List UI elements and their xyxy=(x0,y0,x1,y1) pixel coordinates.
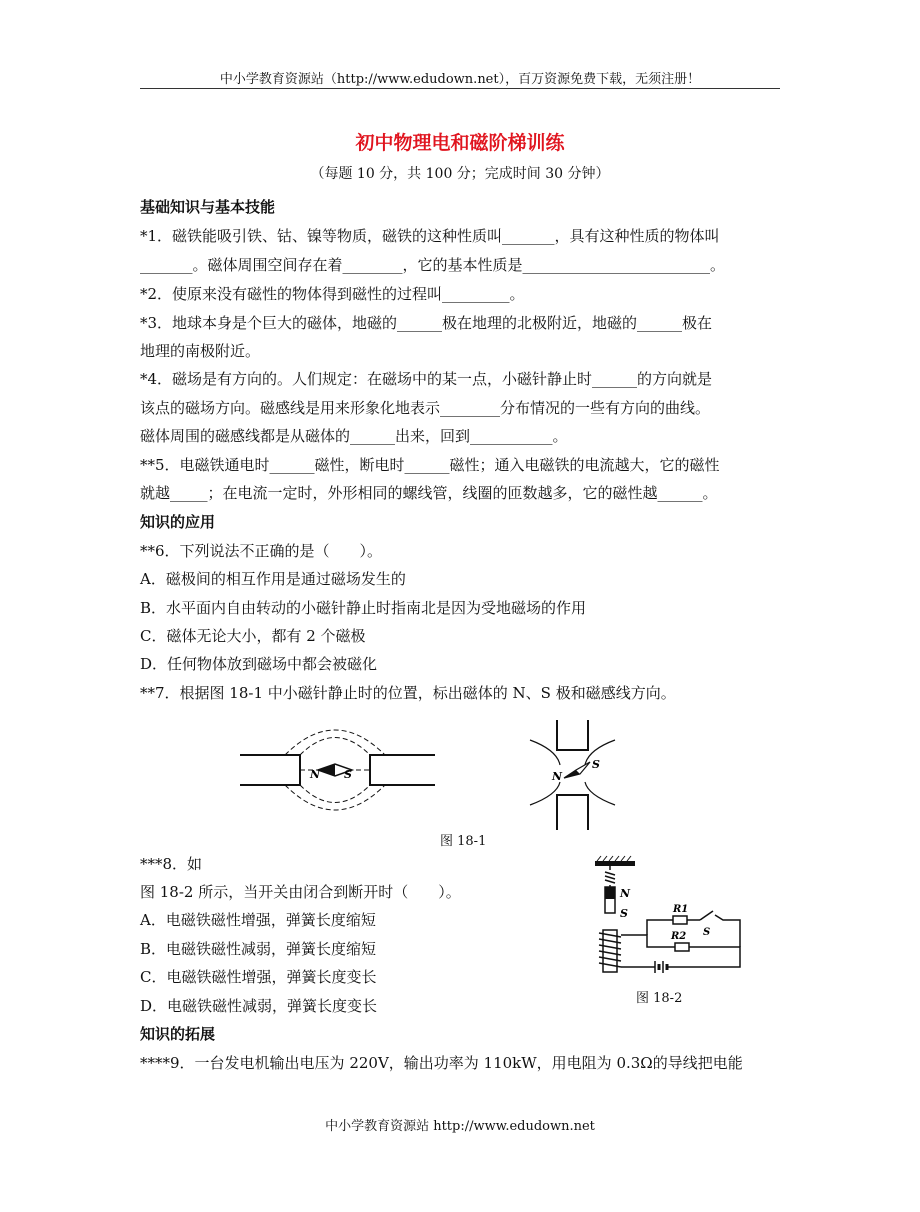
switch-label: S xyxy=(703,927,711,938)
header-rule xyxy=(140,88,780,89)
question-1-line-1: *1．磁铁能吸引铁、钴、镍等物质，磁铁的这种性质叫_______，具有这种性质的物体叫 xyxy=(140,227,720,245)
question-8-line-1: ***8．如 xyxy=(140,855,203,873)
section-extension: 知识的拓展 xyxy=(140,1025,216,1043)
page-subtitle: （每题 10 分，共 100 分；完成时间 30 分钟） xyxy=(310,166,610,182)
figure-18-2 xyxy=(585,855,750,985)
question-5-line-2: 就越_____；在电流一定时，外形相同的螺线管，线圈的匝数越多，它的磁性越______。 xyxy=(140,484,718,502)
magnet-label-n: N xyxy=(620,887,631,900)
compass-needle-right xyxy=(564,762,590,778)
question-9: ****9．一台发电机输出电压为 220V，输出功率为 110kW，用电阻为 0.3Ω的导线把电能 xyxy=(140,1054,743,1072)
question-6-option-c: C．磁体无论大小，都有 2 个磁极 xyxy=(140,627,366,645)
resistor-r1 xyxy=(673,916,687,924)
header-text: 中小学教育资源站（http://www.edudown.net），百万资源免费下载，无须注册！ xyxy=(219,72,701,87)
page-title: 初中物理电和磁阶梯训练 xyxy=(355,132,565,154)
ceiling-mount xyxy=(595,856,635,866)
question-8-option-c: C．电磁铁磁性增强，弹簧长度变长 xyxy=(140,968,377,986)
spring xyxy=(605,866,615,887)
electromagnet-coil xyxy=(599,930,621,972)
question-7: **7．根据图 18-1 中小磁针静止时的位置，标出磁体的 N、S 极和磁感线方向。 xyxy=(140,684,676,702)
figure-18-1 xyxy=(230,710,630,840)
question-8-option-b: B．电磁铁磁性减弱，弹簧长度缩短 xyxy=(140,940,377,958)
question-1-line-2: _______。磁体周围空间存在着________，它的基本性质是_________________________。 xyxy=(140,256,726,274)
question-4-line-1: *4．磁场是有方向的。人们规定：在磁场中的某一点，小磁针静止时______的方向就是 xyxy=(140,370,713,388)
hanging-magnet-north xyxy=(605,887,615,899)
resistor-r2-label: R2 xyxy=(671,931,687,942)
section-application: 知识的应用 xyxy=(140,513,216,531)
question-2: *2．使原来没有磁性的物体得到磁性的过程叫_________。 xyxy=(140,285,525,303)
resistor-r2 xyxy=(675,943,689,951)
needle-label-s-left: S xyxy=(344,768,352,781)
question-8-option-d: D．电磁铁磁性减弱，弹簧长度变长 xyxy=(140,997,378,1015)
section-basic: 基础知识与基本技能 xyxy=(140,198,276,216)
vertical-magnet-top xyxy=(557,720,588,750)
bar-magnet-right xyxy=(370,755,435,785)
question-4-line-3: 磁体周围的磁感线都是从磁体的______出来，回到___________。 xyxy=(140,427,568,445)
figure-18-1-caption: 图 18-1 xyxy=(440,834,487,849)
question-6: **6．下列说法不正确的是（ ）。 xyxy=(140,542,383,560)
question-4-line-2: 该点的磁场方向。磁感线是用来形象化地表示________分布情况的一些有方向的曲线。 xyxy=(140,399,711,417)
needle-label-n-right: N xyxy=(552,770,563,783)
needle-label-n-left: N xyxy=(310,768,321,781)
magnet-label-s: S xyxy=(620,907,628,920)
figure-18-2-caption: 图 18-2 xyxy=(636,991,683,1006)
needle-label-s-right: S xyxy=(592,758,600,771)
question-6-option-b: B．水平面内自由转动的小磁针静止时指南北是因为受地磁场的作用 xyxy=(140,599,587,617)
question-5-line-1: **5．电磁铁通电时______磁性，断电时______磁性；通入电磁铁的电流越大，它的磁性 xyxy=(140,456,720,474)
question-6-option-a: A．磁极间的相互作用是通过磁场发生的 xyxy=(140,570,406,588)
vertical-magnet-bottom xyxy=(557,795,588,830)
question-3-line-2: 地理的南极附近。 xyxy=(140,342,261,360)
question-8-line-2: 图 18-2 所示，当开关由闭合到断开时（ ）。 xyxy=(140,883,461,901)
question-6-option-d: D．任何物体放到磁场中都会被磁化 xyxy=(140,655,378,673)
question-3-line-1: *3．地球本身是个巨大的磁体，地磁的______极在地理的北极附近，地磁的______极在 xyxy=(140,314,713,332)
switch-s xyxy=(700,911,713,920)
resistor-r1-label: R1 xyxy=(673,904,689,915)
battery xyxy=(655,961,667,973)
bar-magnet-left xyxy=(240,755,300,785)
footer-text: 中小学教育资源站 http://www.edudown.net xyxy=(325,1119,595,1134)
question-8-option-a: A．电磁铁磁性增强，弹簧长度缩短 xyxy=(140,911,376,929)
